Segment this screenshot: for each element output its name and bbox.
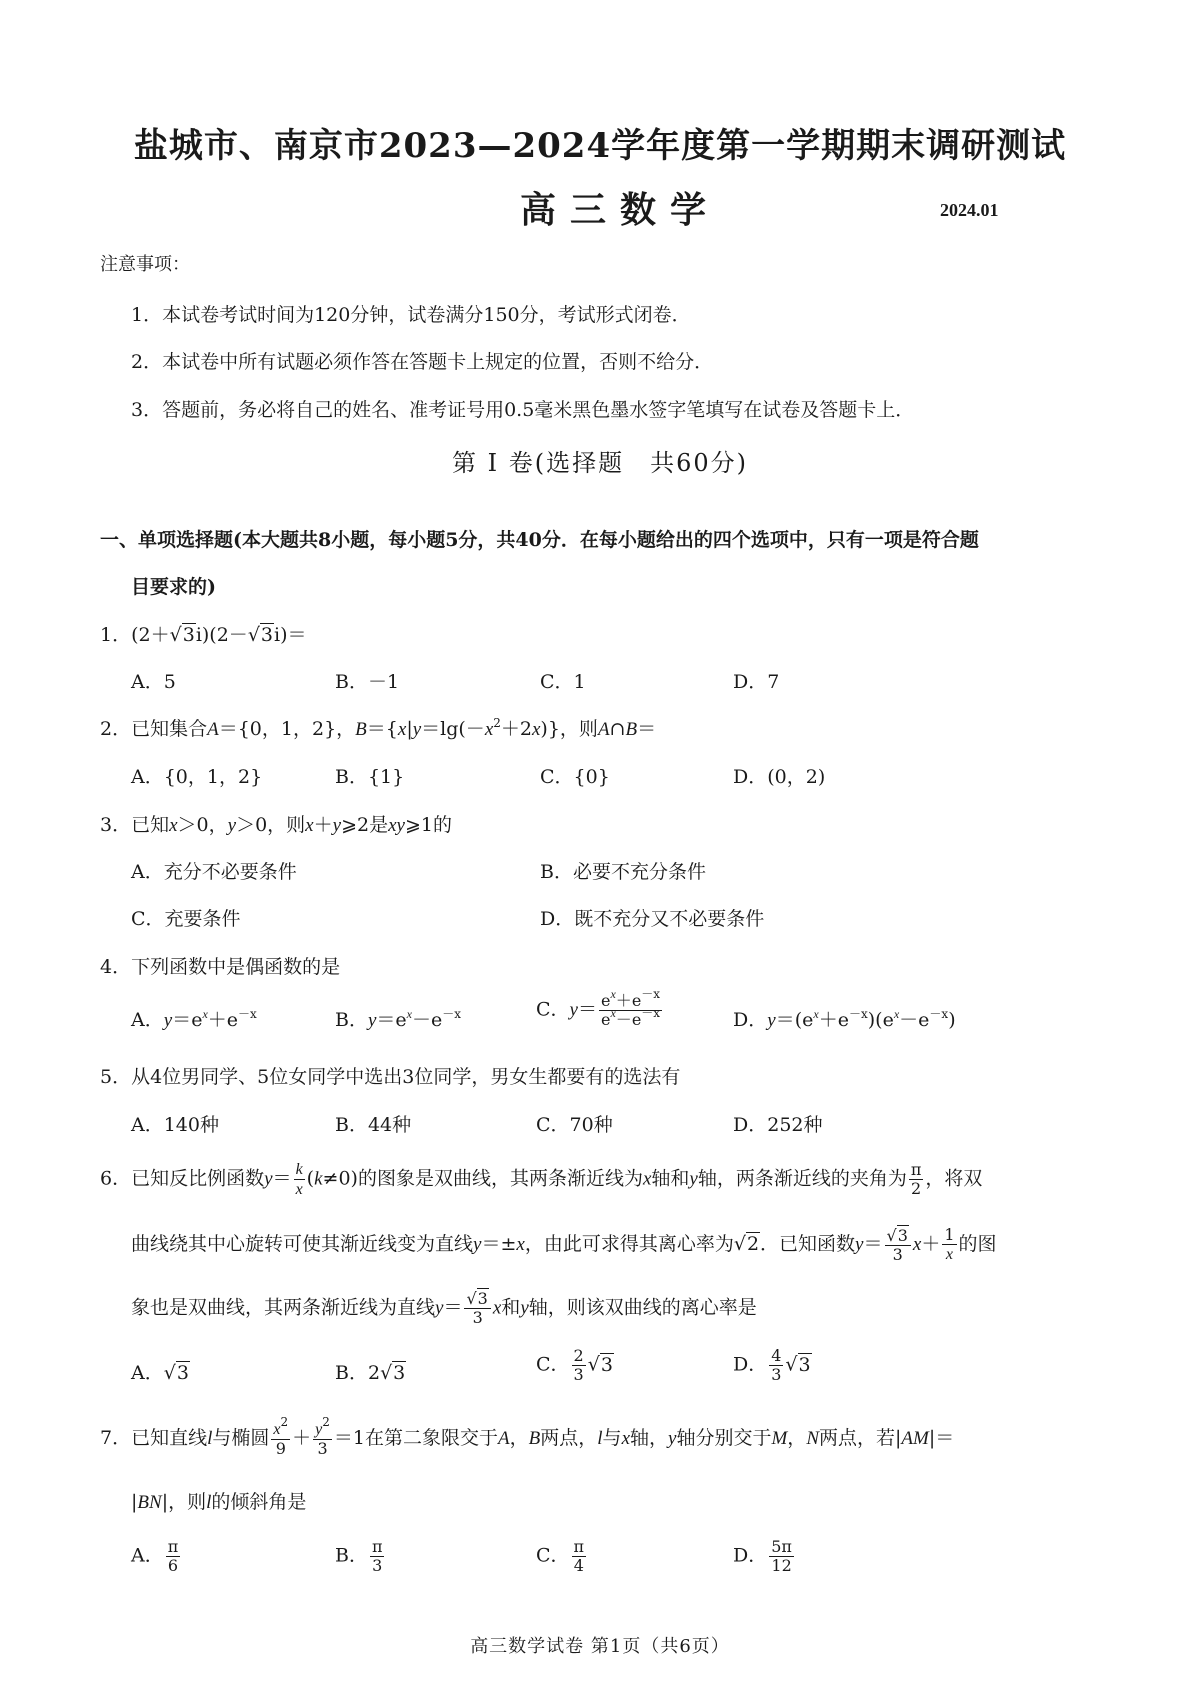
- q2-option-b: B．{1}: [335, 766, 405, 788]
- question-2: 2．已知集合A＝{0，1，2}，$B=\{x|y=\lg(-x^2+2x)\}$，则A∩B＝: [100, 716, 657, 740]
- question-7: 7．已知直线l与椭圆 $\frac{x^2}{9}$ ＋ $\frac{y^2}{3}$ ＝1在第二象限交于A，B两点，l与x轴，y轴分别交于M，N两点，若|AM|＝: [100, 1415, 955, 1458]
- part-heading: 一、单项选择题(本大题共8小题，每小题5分，共40分．在每小题给出的四个选项中，只有一项是符合题: [100, 529, 979, 551]
- q5-option-b: B．44种: [335, 1114, 412, 1136]
- q2-option-d: D．(0，2): [733, 766, 826, 788]
- q1-option-a: A．5: [131, 671, 176, 693]
- notice-item: 3．答题前，务必将自己的姓名、准考证号用0.5毫米黑色墨水签字笔填写在试卷及答题卡上．: [131, 399, 915, 421]
- question-4: 4．下列函数中是偶函数的是: [100, 956, 341, 978]
- q1-option-c: C．1: [540, 671, 586, 693]
- question-6-line-2: 曲线绕其中心旋转可使其渐近线变为直线y＝±x，由此可求得其离心率为√2．已知函数y＝ $\frac{√3}{3}$ x＋ $\frac{1}{x}$ 的图: [131, 1225, 997, 1264]
- question-1: 1．(2＋√3i)(2－√3i)＝: [100, 624, 307, 646]
- question-5: 5．从4位男同学、5位女同学中选出3位同学，男女生都要有的选法有: [100, 1066, 681, 1088]
- q6-option-c: C． $\frac{2}{3}$ √3: [536, 1346, 613, 1384]
- q5-option-d: D．252种: [733, 1114, 823, 1136]
- q4-option-a: A．$y=e^x+e^{-x}$: [131, 1007, 257, 1031]
- q1-option-b: B．－1: [335, 671, 400, 693]
- q5-option-c: C．70种: [536, 1114, 613, 1136]
- q6-option-a: A．√3: [131, 1362, 189, 1384]
- q4-option-d: D．$y=(e^x+e^{-x})(e^x-e^{-x})$: [733, 1007, 956, 1031]
- q7-option-b: B． $\frac{\pi}{3}$: [335, 1537, 383, 1575]
- q3-option-a: A．充分不必要条件: [131, 861, 297, 883]
- section-title: 第 Ⅰ 卷(选择题 共60分): [451, 449, 748, 477]
- q3-option-b: B．必要不充分条件: [540, 861, 706, 883]
- q7-option-a: A． $\frac{\pi}{6}$: [131, 1537, 179, 1575]
- question-3: 3．已知x＞0，y＞0，则x＋y⩾2是xy⩾1的: [100, 814, 452, 836]
- question-7-line-2: |BN|，则l的倾斜角是: [131, 1491, 307, 1513]
- q3-option-d: D．既不充分又不必要条件: [540, 908, 765, 930]
- page-footer: 高三数学试卷 第1页（共6页）: [470, 1636, 730, 1657]
- q3-option-c: C．充要条件: [131, 908, 241, 930]
- exam-subject: 高三数学: [520, 189, 721, 231]
- q6-option-b: B．2√3: [335, 1362, 406, 1384]
- q4-option-c: C．y＝ $\frac{e^x+e^{-x}}{e^x-e^{-x}}$: [536, 987, 661, 1029]
- exam-title: 盐城市、南京市2023—2024学年度第一学期期末调研测试: [133, 126, 1067, 166]
- part-heading-cont: 目要求的): [131, 576, 216, 598]
- notice-item: 2．本试卷中所有试题必须作答在答题卡上规定的位置，否则不给分．: [131, 351, 714, 373]
- q4-fraction: $\frac{e^x+e^{-x}}{e^x-e^{-x}}$: [601, 987, 661, 1029]
- q5-option-a: A．140种: [131, 1114, 219, 1136]
- notice-item: 1．本试卷考试时间为120分钟，试卷满分150分，考试形式闭卷．: [131, 304, 691, 326]
- q7-option-d: D． $\frac{5\pi}{12}$: [733, 1537, 792, 1575]
- question-6-line-3: 象也是双曲线，其两条渐近线为直线y＝ $\frac{√3}{3}$ x和y轴，则该双曲线的离心率是: [131, 1289, 757, 1327]
- q2-option-c: C．{0}: [540, 766, 610, 788]
- q6-option-d: D． $\frac{4}{3}$ √3: [733, 1346, 811, 1384]
- exam-date: 2024.01: [940, 200, 999, 220]
- notice-heading: 注意事项：: [100, 254, 190, 275]
- q2-option-a: A．{0，1，2}: [131, 766, 263, 788]
- q1-option-d: D．7: [733, 671, 780, 693]
- q7-option-c: C． $\frac{\pi}{4}$: [536, 1537, 585, 1575]
- q4-option-b: B．$y=e^x-e^{-x}$: [335, 1007, 462, 1031]
- question-6: 6．已知反比例函数y＝ $\frac{k}{x}$ (k≠0)的图象是双曲线，其两条渐近线为x轴和y轴，两条渐近线的夹角为 $\frac{\pi}{2}$ ，将双: [100, 1160, 983, 1198]
